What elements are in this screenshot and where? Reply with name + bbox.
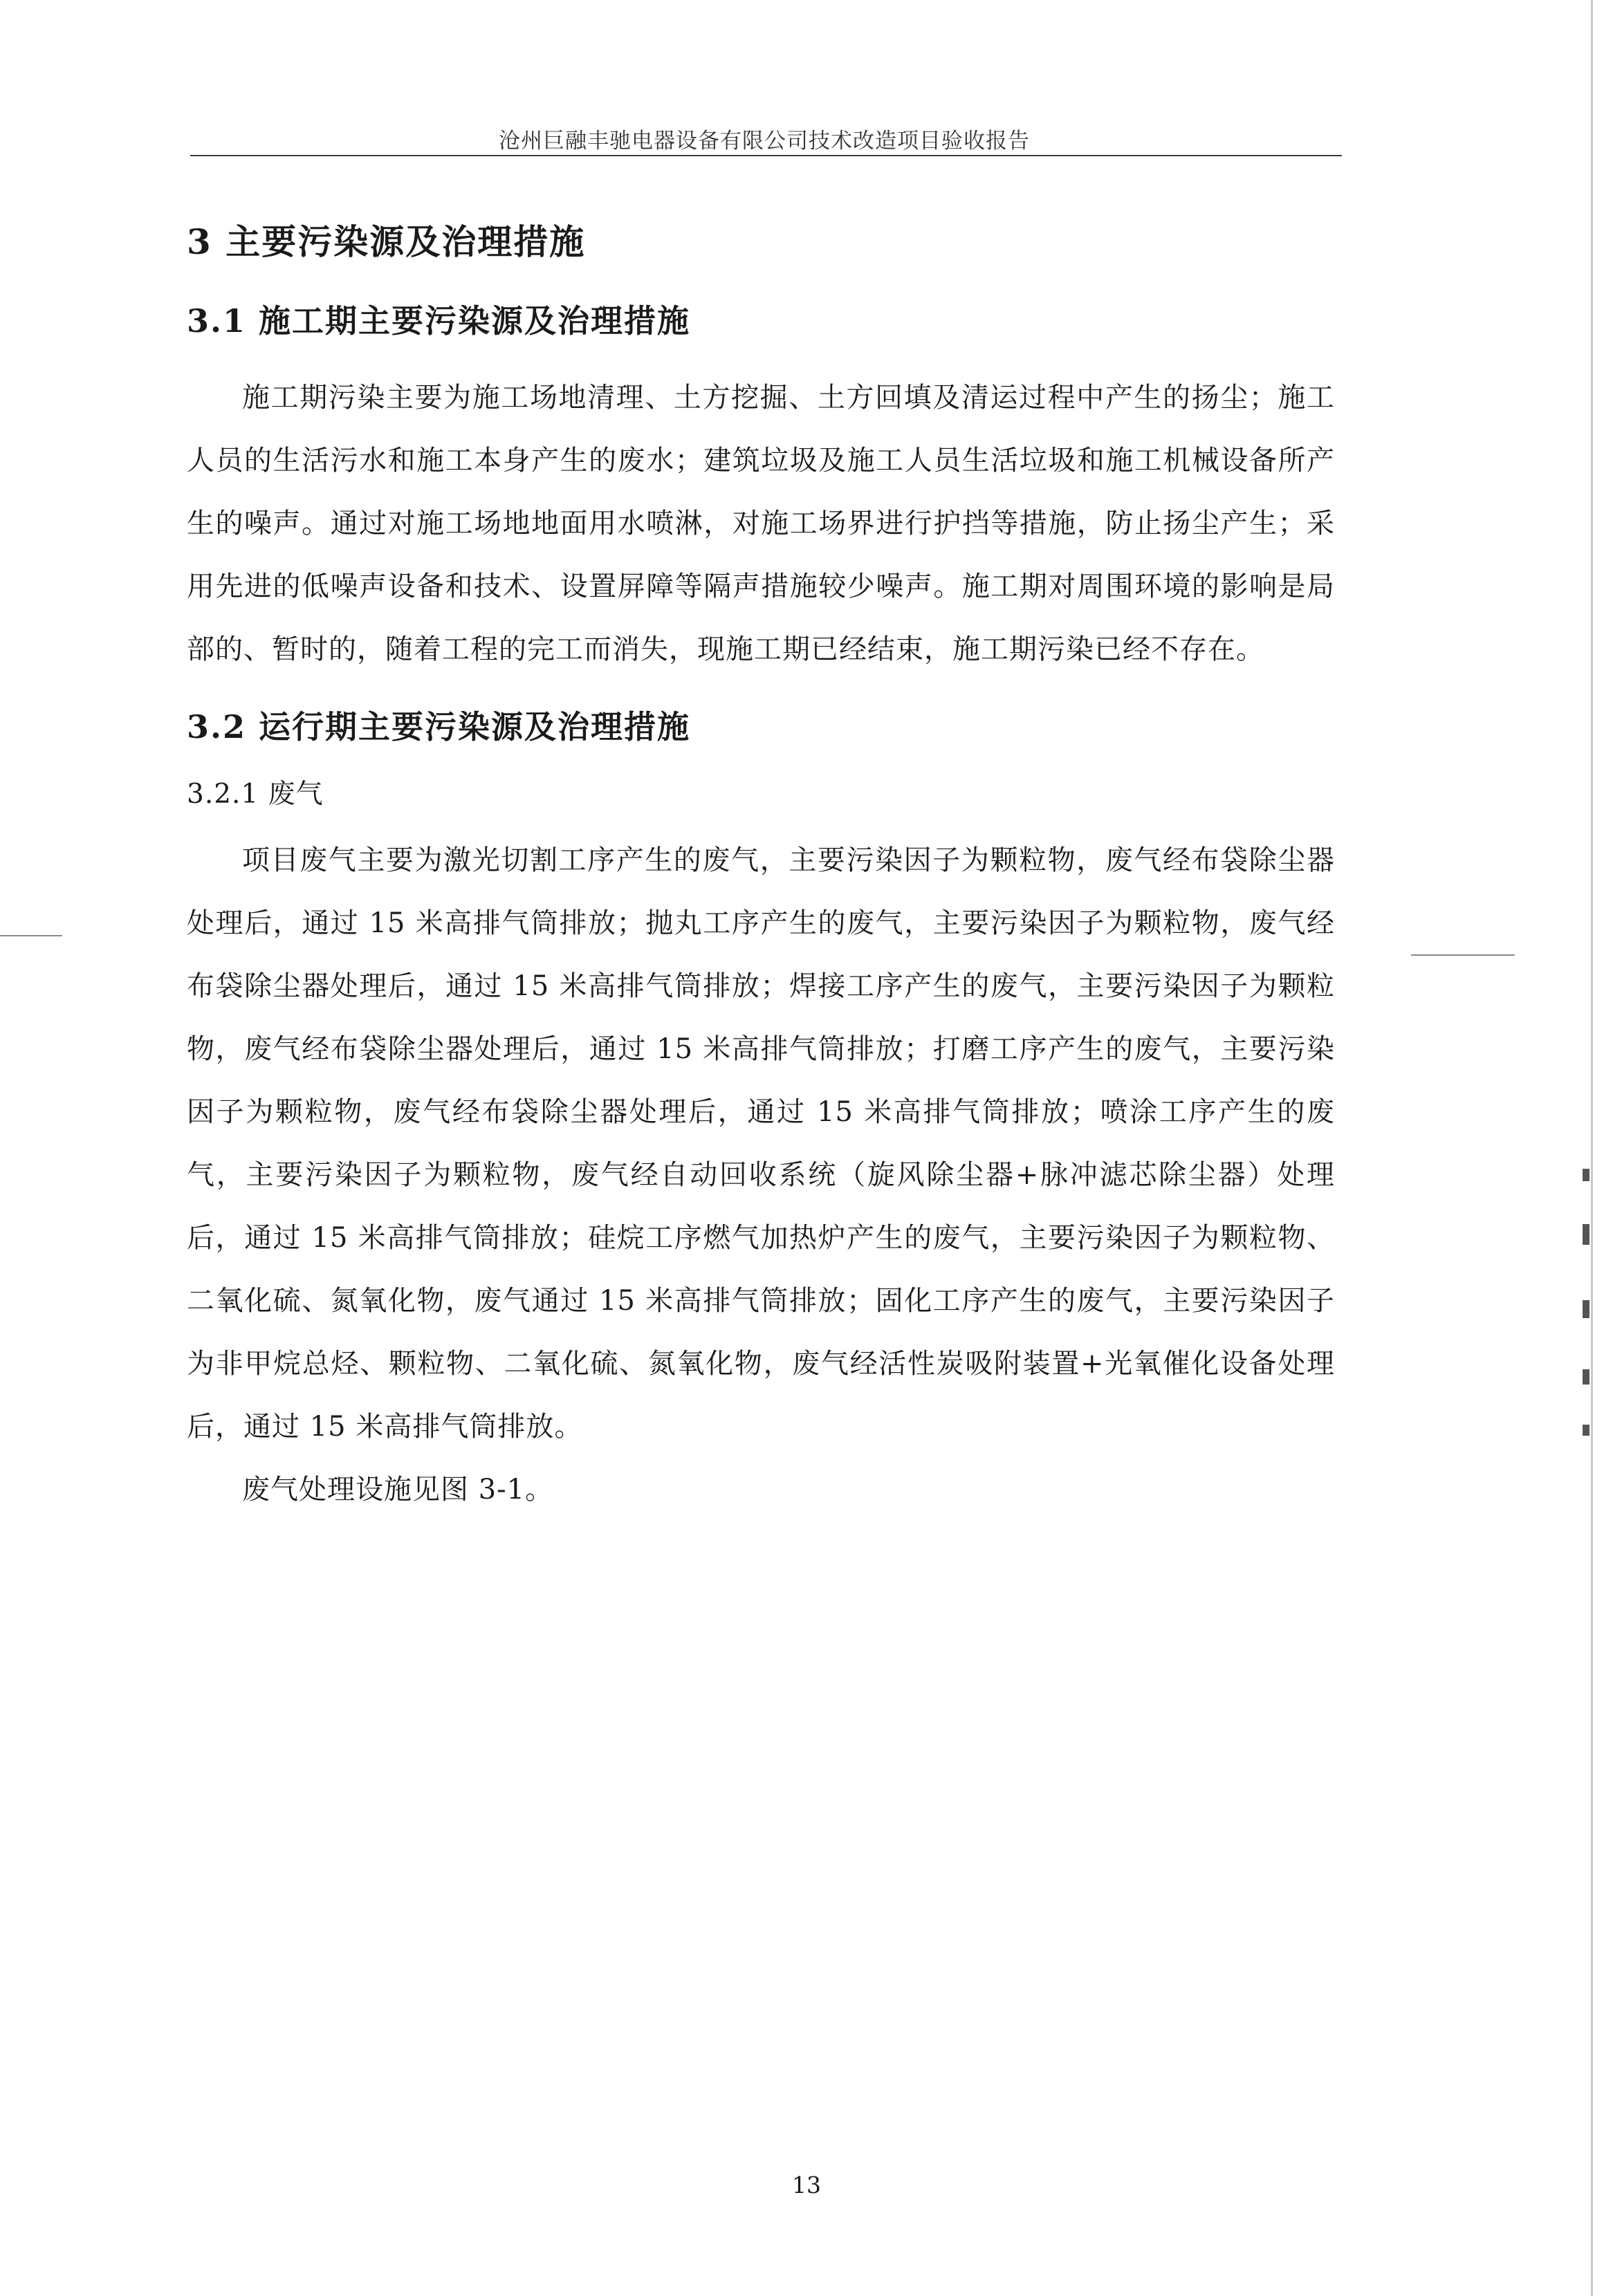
section-3-2-heading: 3.2 运行期主要污染源及治理措施 — [187, 708, 691, 746]
section-3-2-1-heading: 3.2.1 废气 — [187, 779, 324, 810]
scan-edge-line — [1591, 0, 1593, 2296]
page-content — [187, 214, 1335, 1521]
section-3-2-1-paragraph: 项目废气主要为激光切割工序产生的废气，主要污染因子为颗粒物，废气经布袋除尘器处理后，通过 15 米高排气筒排放；抛丸工序产生的废气，主要污染因子为颗粒物，废气经布袋除尘器处理后，通过 15 米高排气筒排放；焊接工序产生的废气，主要污染因子为颗粒物，废气经布袋除尘器处理后，通过 15 米高排气筒排放；打磨工序产生的废气，主要污染因子为颗粒物，废气经布袋除尘器处理后，通过 15 米高排气筒排放；喷涂工序产生的废气，主要污染因子为颗粒物，废气经自动回收系统（旋风除尘器+脉冲滤芯除尘器）处理后，通过 15 米高排气筒排放；硅烷工序燃气加热炉产生的废气，主要污染因子为颗粒物、二氧化硫、氮氧化物，废气通过 15 米高排气筒排放；固化工序产生的废气，主要污染因子为非甲烷总烃、颗粒物、二氧化硫、氮氧化物，废气经活性炭吸附装置+光氧催化设备处理后，通过 15 米高排气筒排放。 — [187, 844, 1335, 1443]
page-number: 13 — [792, 2172, 821, 2198]
section-3-heading: 3 主要污染源及治理措施 — [187, 221, 586, 262]
figure-reference: 废气处理设施见图 3-1。 — [242, 1474, 554, 1506]
running-header: 沧州巨融丰驰电器设备有限公司技术改造项目验收报告 — [499, 129, 1030, 154]
binding-marks — [1583, 1169, 1591, 1445]
scan-mark-right — [1411, 954, 1515, 956]
scan-mark-left — [0, 935, 62, 936]
section-3-1-paragraph: 施工期污染主要为施工场地清理、土方挖掘、土方回填及清运过程中产生的扬尘；施工人员的生活污水和施工本身产生的废水；建筑垃圾及施工人员生活垃圾和施工机械设备所产生的噪声。通过对施工场地地面用水喷淋，对施工场界进行护挡等措施，防止扬尘产生；采用先进的低噪声设备和技术、设置屏障等隔声措施较少噪声。施工期对周围环境的影响是局部的、暂时的，随着工程的完工而消失，现施工期已经结束，施工期污染已经不存在。 — [187, 382, 1335, 665]
header-rule — [190, 155, 1342, 156]
section-3-1-heading: 3.1 施工期主要污染源及治理措施 — [187, 302, 691, 340]
